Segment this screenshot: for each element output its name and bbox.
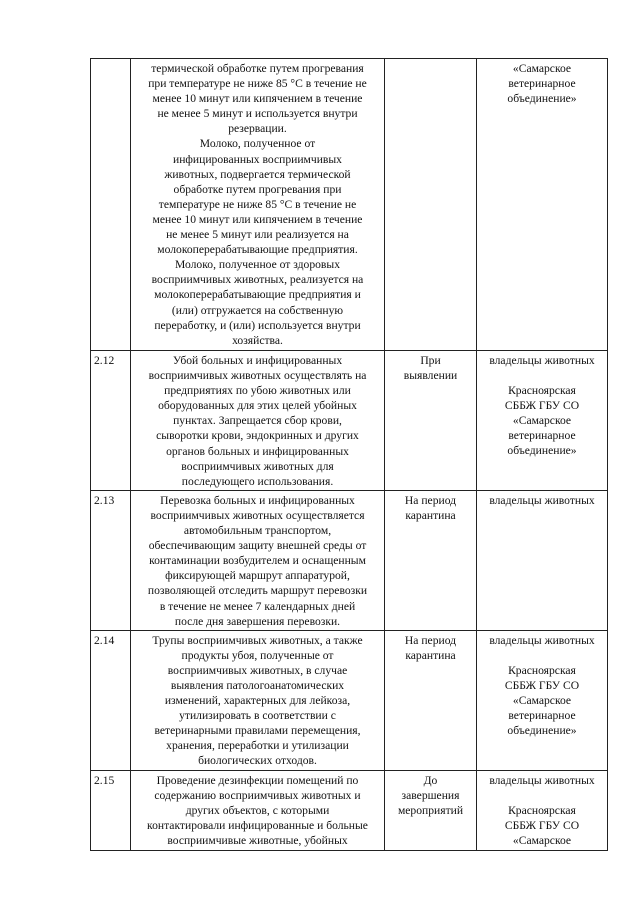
measure-responsible-line: Красноярская bbox=[508, 803, 576, 817]
table-row bbox=[91, 59, 608, 351]
measure-description-line: восприимчивых животных осуществлять на bbox=[148, 369, 367, 383]
measures-table bbox=[90, 58, 608, 851]
measure-description-line: хозяйства. bbox=[232, 333, 283, 347]
measure-description-line: Убой больных и инфицированных bbox=[172, 354, 343, 367]
measure-description-line: восприимчивых животных, реализуется на bbox=[151, 273, 364, 287]
measure-description-line: Трупы восприимчивых животных, а также bbox=[152, 633, 363, 647]
measure-description-line: контаминации возбудителем и оснащенным bbox=[149, 554, 366, 568]
measure-term-line: карантина bbox=[405, 508, 456, 522]
measure-term-line: При bbox=[420, 354, 441, 367]
measure-description-line: утилизировать в соответствии с bbox=[179, 709, 336, 723]
measure-description bbox=[131, 59, 385, 351]
measure-responsible-line: владельцы животных bbox=[489, 354, 595, 367]
measure-description-line: обработке путем прогревания при bbox=[173, 182, 342, 196]
measure-description-line: молокоперерабатывающие предприятия и bbox=[154, 288, 361, 302]
item-number: 2.12 bbox=[91, 351, 131, 491]
measure-description-line: восприимчивых животных, в случае bbox=[167, 663, 348, 677]
measure-description-line: сыворотки крови, эндокринных и других bbox=[156, 429, 359, 443]
measure-responsible-line: ветеринарное bbox=[508, 709, 576, 723]
measure-description-line: продукты убоя, полученные от bbox=[181, 648, 334, 662]
measure-responsible bbox=[477, 770, 608, 850]
measure-description-line: автомобильным транспортом, bbox=[183, 524, 332, 538]
measure-description-line: Молоко, полученное от здоровых bbox=[174, 258, 340, 272]
measure-term-line: До bbox=[423, 773, 438, 787]
measure-description-line: последующего использования. bbox=[181, 474, 334, 488]
measure-description-line: менее 10 минут или кипячением в течение bbox=[152, 92, 363, 106]
measure-description-line: хранения, переработки и утилизации bbox=[166, 739, 349, 753]
measure-responsible bbox=[477, 490, 608, 630]
measure-description-line: термической обработке путем прогревания bbox=[151, 62, 364, 75]
measure-responsible-line: объединение» bbox=[507, 92, 577, 106]
table-row bbox=[91, 351, 608, 491]
measure-responsible-line: владельцы животных bbox=[489, 633, 595, 647]
measure-description-line: молокоперерабатывающие предприятия. bbox=[157, 243, 358, 257]
measure-description-line: восприимчивых животных для bbox=[181, 459, 334, 473]
measure-responsible bbox=[477, 59, 608, 351]
measure-responsible-line bbox=[480, 368, 604, 383]
measure-responsible-line: СББЖ ГБУ СО bbox=[504, 678, 580, 692]
measure-responsible-line: СББЖ ГБУ СО bbox=[504, 818, 580, 832]
table-row bbox=[91, 490, 608, 630]
measure-description-line: других объектов, с которыми bbox=[185, 803, 330, 817]
item-number: 2.15 bbox=[91, 770, 131, 850]
measure-description bbox=[131, 351, 385, 491]
table-row bbox=[91, 770, 608, 850]
measure-description-line: животных, подвергается термической bbox=[164, 167, 351, 181]
measure-responsible bbox=[477, 351, 608, 491]
measure-description-line: менее 10 минут или кипячением в течение bbox=[152, 212, 363, 226]
measure-description-line: восприимчивых животных осуществляется bbox=[150, 508, 365, 522]
measure-term bbox=[385, 770, 477, 850]
measure-responsible-line: Красноярская bbox=[508, 384, 576, 398]
measure-description bbox=[131, 630, 385, 770]
measure-responsible-line: ветеринарное bbox=[508, 77, 576, 91]
measure-responsible-line: Красноярская bbox=[508, 663, 576, 677]
measure-term bbox=[385, 351, 477, 491]
measure-term-line: мероприятий bbox=[397, 803, 464, 817]
measure-term-line: карантина bbox=[405, 648, 456, 662]
measure-responsible-line: «Самарское bbox=[512, 414, 572, 428]
measure-term bbox=[385, 630, 477, 770]
measure-responsible-line: владельцы животных bbox=[489, 493, 595, 507]
measure-description-line: инфицированных восприимчивых bbox=[173, 152, 342, 166]
measure-responsible-line: ветеринарное bbox=[508, 429, 576, 443]
measure-description-line: контактировали инфицированные и больные bbox=[147, 818, 368, 832]
measure-responsible-line: объединение» bbox=[507, 444, 577, 458]
measure-responsible-line: владельцы животных bbox=[489, 773, 595, 787]
measure-description-line: оборудованных для этих целей убойных bbox=[158, 399, 357, 413]
measure-description-line: в течение не менее 7 календарных дней bbox=[159, 599, 356, 613]
measure-description-line: предприятиях по убою животных или bbox=[164, 384, 351, 398]
measure-responsible-line: СББЖ ГБУ СО bbox=[504, 399, 580, 413]
measure-description-line: (или) отгружается на собственную bbox=[171, 303, 344, 317]
measure-term bbox=[385, 490, 477, 630]
measure-description-line: восприимчивые животные, убойных bbox=[167, 833, 348, 847]
measure-term bbox=[385, 59, 477, 351]
item-number: 2.14 bbox=[91, 630, 131, 770]
measure-description-line: Проведение дезинфекции помещений по bbox=[156, 773, 359, 787]
measure-description-line: фиксирующей маршрут аппаратурой, bbox=[165, 569, 350, 583]
measure-term-line: завершения bbox=[401, 788, 460, 802]
measure-responsible-line: «Самарское bbox=[512, 693, 572, 707]
measure-term-line: На период bbox=[404, 493, 457, 507]
measure-responsible-line bbox=[480, 788, 604, 803]
measure-responsible-line bbox=[480, 648, 604, 663]
measure-description-line: биологических отходов. bbox=[198, 754, 317, 768]
measure-description bbox=[131, 490, 385, 630]
measure-responsible-line: объединение» bbox=[507, 724, 577, 738]
measure-description-line: изменений, характерных для лейкоза, bbox=[164, 694, 351, 708]
measure-description-line: при температуре не ниже 85 °С в течение не bbox=[148, 77, 367, 91]
measure-description-line: резервации. bbox=[228, 122, 287, 136]
item-number bbox=[91, 59, 131, 351]
measure-description-line: температуре не ниже 85 °С в течение не bbox=[158, 197, 357, 211]
measure-responsible bbox=[477, 630, 608, 770]
item-number: 2.13 bbox=[91, 490, 131, 630]
measure-description-line: обеспечивающим защиту внешней среды от bbox=[148, 539, 367, 553]
measure-description-line: после дня завершения перевозки. bbox=[174, 614, 341, 628]
measures-table-body bbox=[91, 59, 608, 851]
measure-description-line: Перевозка больных и инфицированных bbox=[160, 493, 355, 507]
measure-term-line: На период bbox=[404, 633, 457, 647]
measure-description-line: Молоко, полученное от bbox=[199, 137, 316, 151]
measure-description bbox=[131, 770, 385, 850]
measure-description-line: ветеринарными правилами перемещения, bbox=[154, 724, 361, 738]
measure-description-line: органов больных и инфицированных bbox=[166, 444, 349, 458]
table-row bbox=[91, 630, 608, 770]
measure-description-line: не менее 5 минут и используется внутри bbox=[157, 107, 358, 121]
measure-description-line: выявления патологоанатомических bbox=[170, 678, 345, 692]
measure-term-line: выявлении bbox=[403, 369, 458, 383]
measure-responsible-line: «Самарское bbox=[512, 833, 572, 847]
measure-responsible-line: «Самарское bbox=[512, 62, 572, 75]
measure-description-line: содержанию восприимчивых животных и bbox=[154, 788, 361, 802]
measure-description-line: позволяющей отследить маршрут перевозки bbox=[147, 584, 368, 598]
measure-description-line: переработку, и (или) используется внутри bbox=[154, 318, 361, 332]
measure-description-line: не менее 5 минут или реализуется на bbox=[166, 228, 349, 242]
measure-description-line: пунктах. Запрещается сбор крови, bbox=[173, 414, 342, 428]
